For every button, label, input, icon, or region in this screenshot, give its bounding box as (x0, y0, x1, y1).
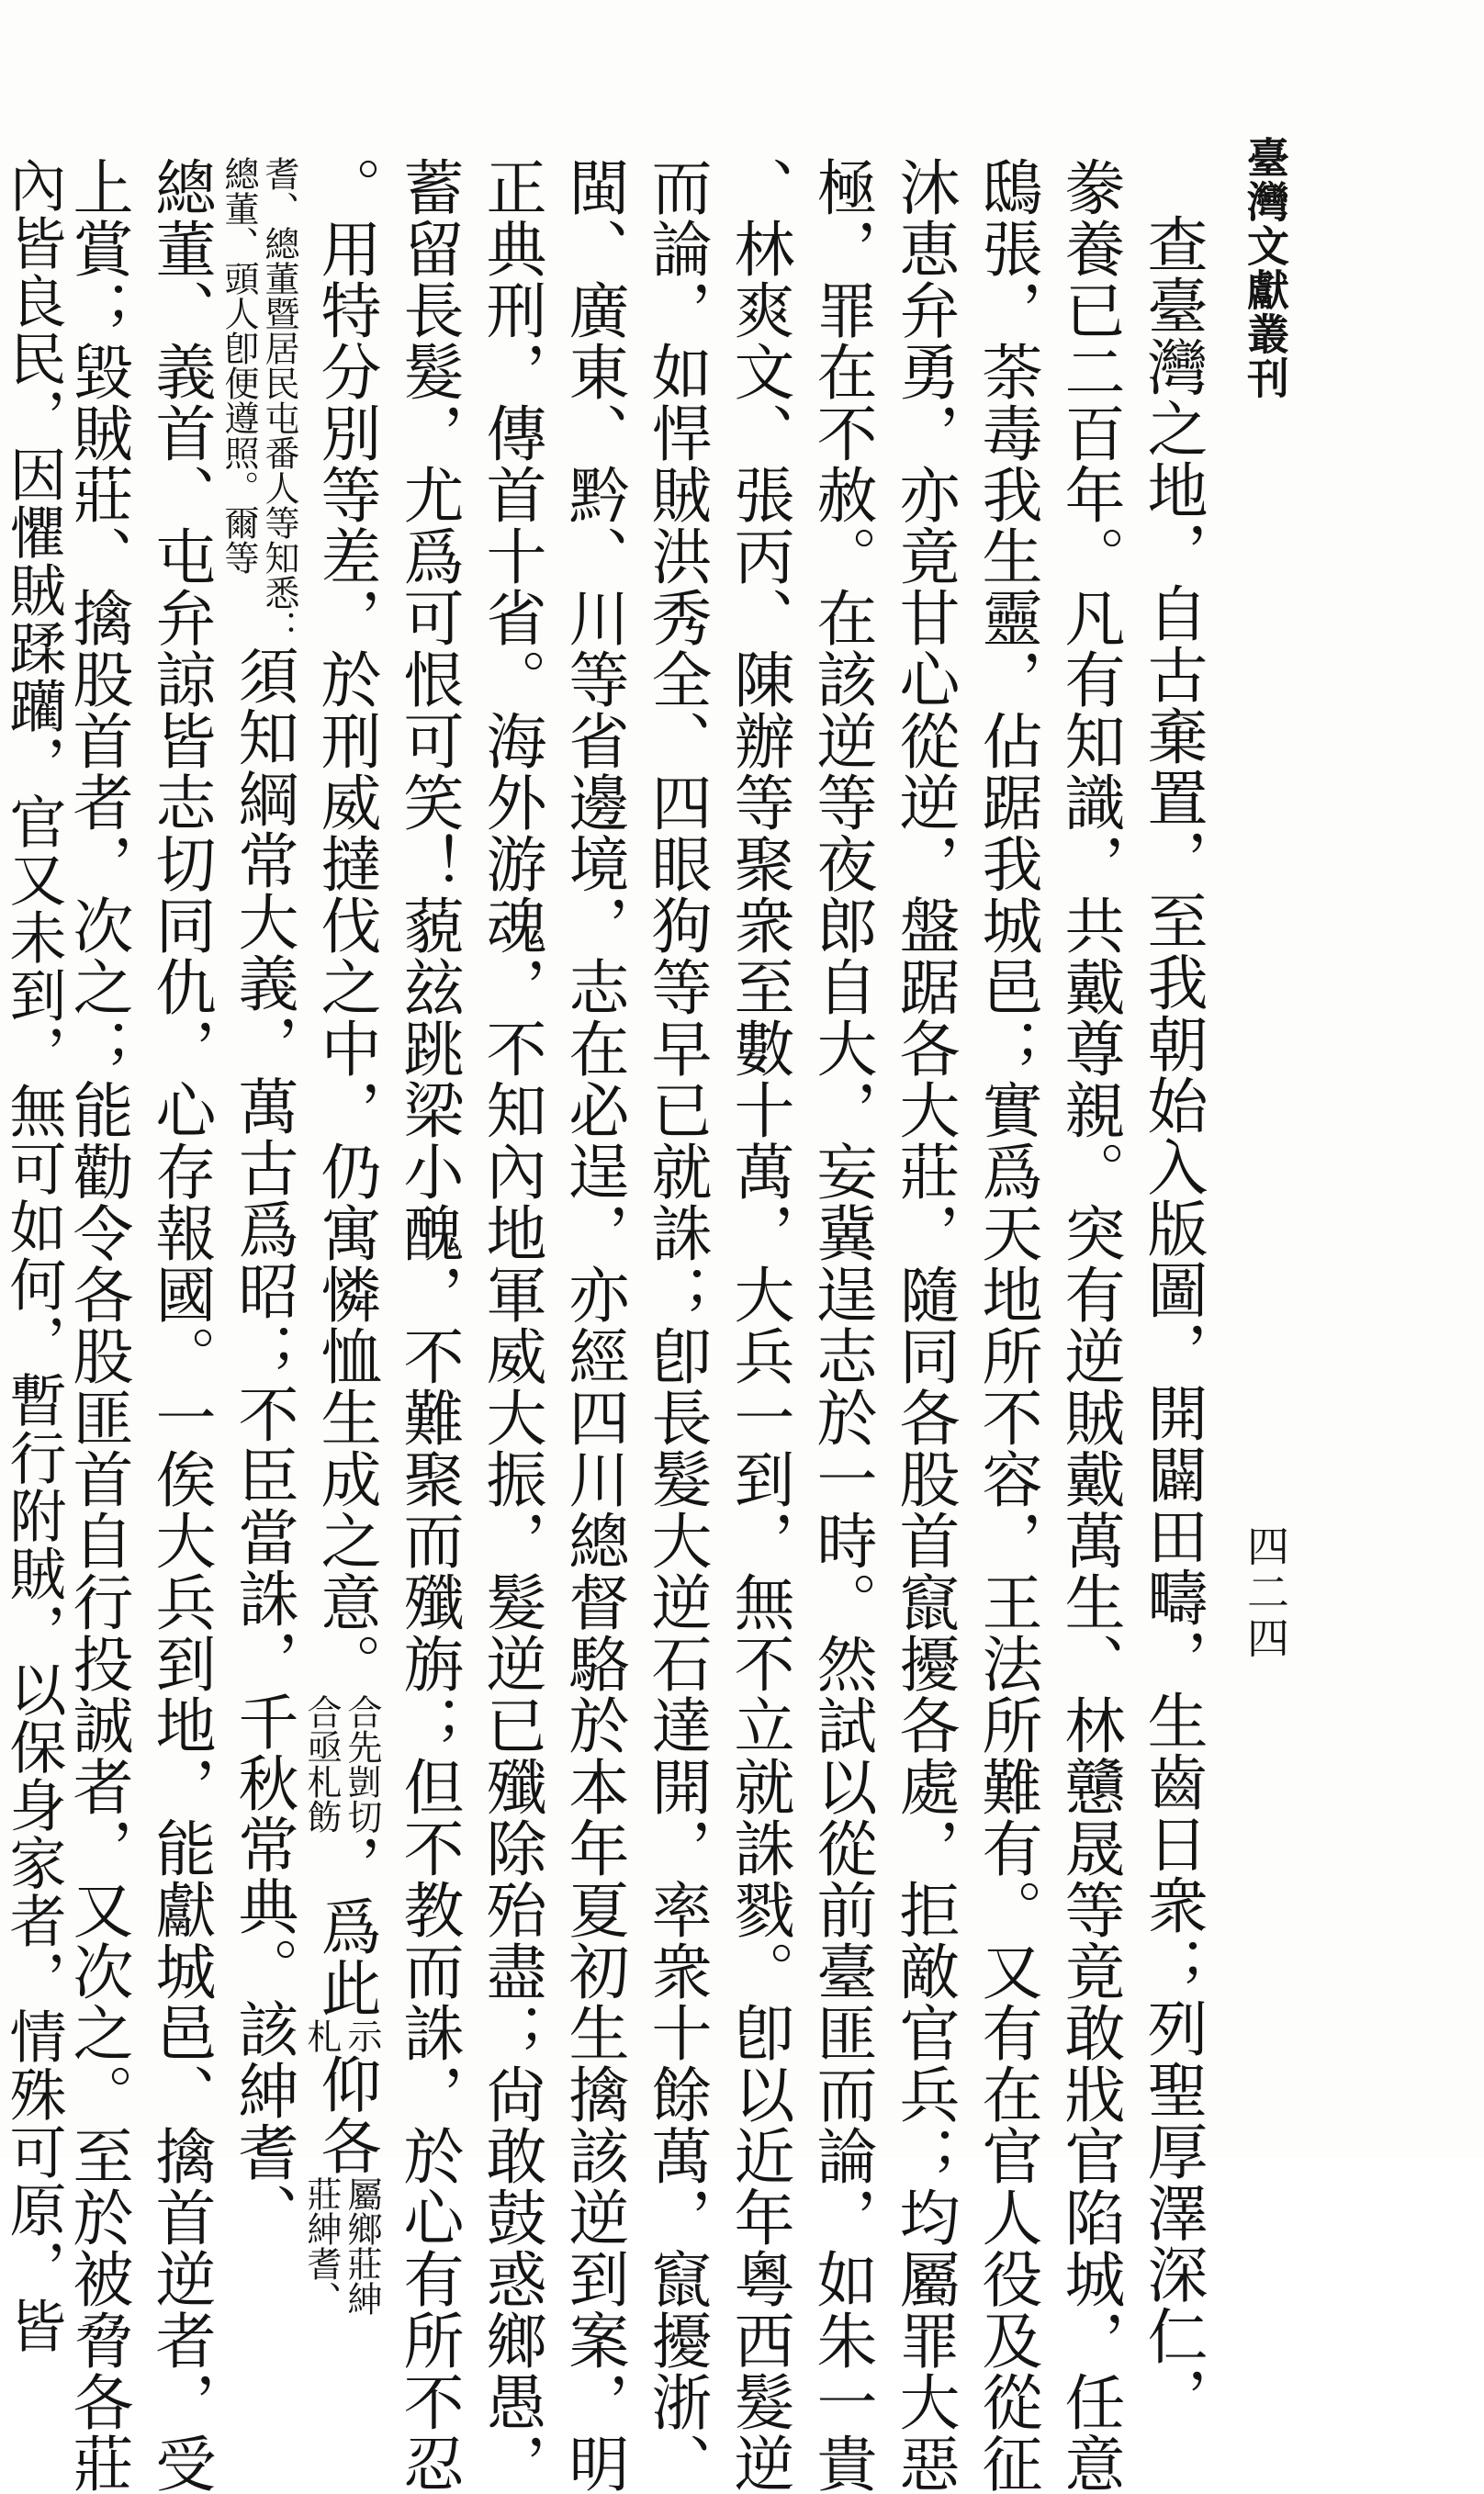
note-line: 合先剴切 (342, 1694, 382, 1834)
text-column (556, 156, 630, 2494)
note-line: 屬鄉莊紳 (342, 2176, 382, 2316)
text-column (391, 156, 465, 2494)
column-text: 查臺灣之地，自古棄置，至我朝始入版圖，開闢田疇，生齒日衆；列聖厚澤深仁， (1137, 213, 1208, 2428)
note-line: 合亟札飭 (301, 1694, 342, 1834)
text-column (301, 156, 382, 2316)
interlinear-note (219, 156, 299, 645)
column-text: 須知綱常大義，萬古爲昭；不臣當誅，千秋常典。該紳耆、 (228, 645, 298, 2244)
running-title: 臺灣文獻叢刊 (1241, 136, 1290, 400)
text-column (219, 156, 299, 2244)
note-line: 莊紳耆、 (301, 2176, 342, 2316)
text-column (1135, 213, 1209, 2428)
interlinear-note (301, 2176, 382, 2316)
column-text: 極，罪在不赦。在該逆等夜郎自大，妄冀逞志於一時。然試以從前臺匪而論，如朱一貴 (806, 156, 877, 2494)
column-text: 豢養已二百年。凡有知識，共戴尊親。突有逆賊戴萬生、林戇晟等竟敢戕官陷城，任意 (1054, 156, 1125, 2494)
column-text: 總董、義首、屯弁諒皆志切同仇，心存報國。一俟大兵到地，能獻城邑、擒首逆者，受 (145, 156, 216, 2494)
column-text: 正典刑，傳首十省。海外游魂，不知內地軍威大振，髮逆已殲除殆盡；尙敢鼓惑鄉愚， (476, 156, 546, 2494)
text-column (804, 156, 878, 2494)
text-column (639, 156, 713, 2494)
text-column (61, 156, 134, 2494)
interlinear-note (301, 2018, 382, 2053)
text-column (474, 156, 547, 2494)
column-text: ，爲此 (310, 1834, 381, 2018)
column-text: 鴟張，荼毒我生靈，佔踞我城邑；實爲天地所不容，王法所難有。又有在官人役及從征 (972, 156, 1042, 2494)
note-line: 示 (342, 2018, 382, 2053)
note-line: 總董、頭人卽便遵照。爾等 (219, 156, 259, 575)
text-column (1052, 156, 1126, 2494)
column-text: 。用特分別等差，於刑威撻伐之中，仍寓憐恤生成之意。 (310, 156, 381, 1694)
interlinear-note (301, 1694, 382, 1834)
text-column (0, 156, 70, 2354)
column-text: 內皆良民，因懼賊蹂躪，官又未到，無可如何，暫行附賊，以保身家者，情殊可原，皆 (0, 156, 67, 2354)
note-line: 耆、總董暨居民屯番人等知悉： (259, 156, 299, 645)
column-text: 閩、廣東、黔、川等省邊境，志在必逞，亦經四川總督駱於本年夏初生擒該逆到案，明 (558, 156, 629, 2494)
column-text: 蓄留長髮，尤爲可恨可笑！藐玆跳梁小醜，不難聚而殲旃；但不教而誅，於心有所不忍 (393, 156, 464, 2494)
column-text: 沐恵弁勇，亦竟甘心從逆，盤踞各大莊，隨同各股首竄擾各處，拒敵官兵；均屬罪大惡 (889, 156, 960, 2494)
text-column (722, 156, 795, 2494)
column-text: 上賞；毀賊莊、擒股首者，次之；能勸令各股匪首自行投誠者，又次之。至於被脅各莊 (62, 156, 133, 2494)
page-number: 四二四 (1241, 1524, 1290, 1662)
column-text: 、林爽文、張丙、陳辦等聚衆至數十萬，大兵一到，無不立就誅戮。卽以近年粵西髮逆 (724, 156, 794, 2494)
column-text: 而論，如悍賊洪秀全、四眼狗等早已就誅；卽長髮大逆石達開，率衆十餘萬，竄擾浙、 (641, 156, 712, 2494)
note-line: 札 (301, 2018, 342, 2053)
text-column (970, 156, 1043, 2494)
column-text: 仰各 (310, 2053, 381, 2176)
text-column (143, 156, 217, 2494)
text-column (887, 156, 961, 2494)
